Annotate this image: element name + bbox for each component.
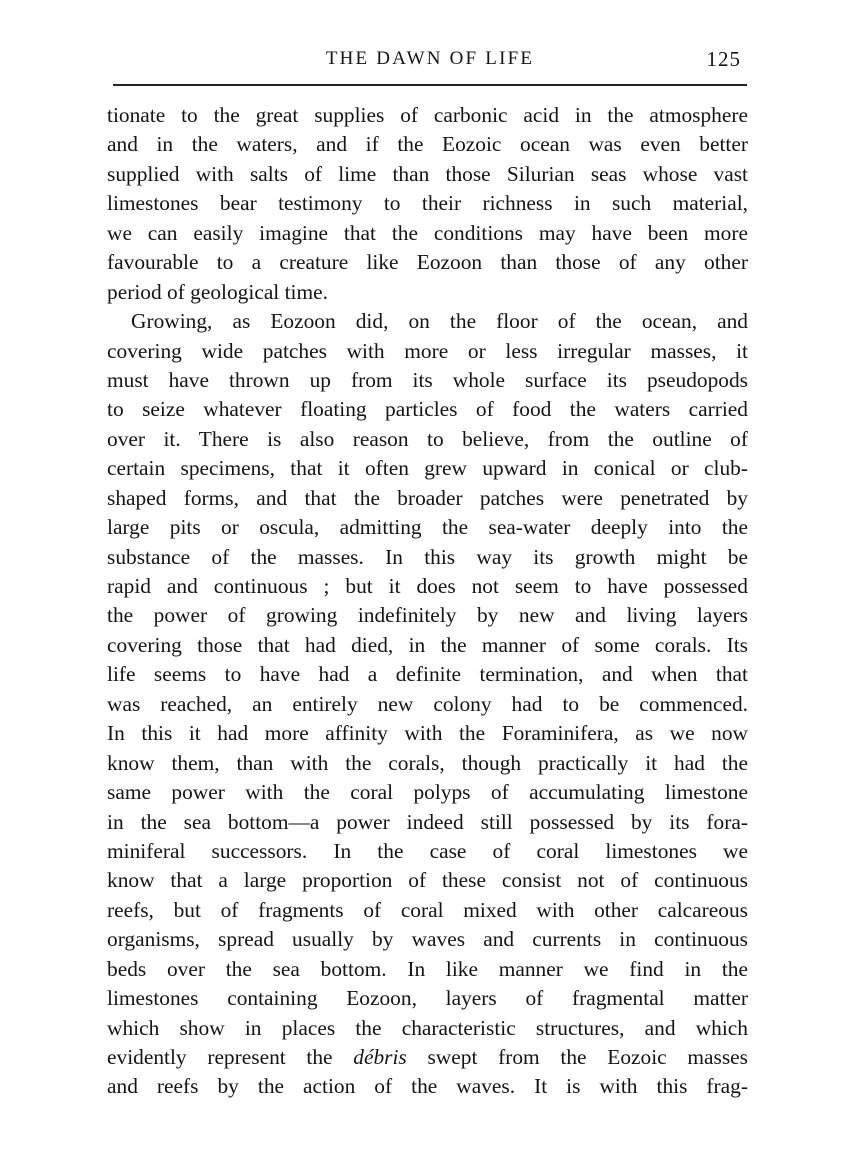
text-line: the power of growing indefinitely by new and living layers <box>107 603 748 628</box>
text-line: limestones bear testimony to their richness in such material, <box>107 191 748 216</box>
text-line: in the sea bottom—a power indeed still possessed by its fora- <box>107 809 748 834</box>
text-line: know that a large proportion of these consist not of continuous <box>107 868 748 893</box>
text-line: covering those that had died, in the manner of some corals. Its <box>107 632 748 657</box>
text-line: limestones containing Eozoon, layers of fragmental matter <box>107 986 748 1011</box>
text-line: and reefs by the action of the waves. It is with this frag- <box>107 1074 748 1099</box>
text-line: beds over the sea bottom. In like manner we find in the <box>107 956 748 981</box>
text-line: covering wide patches with more or less irregular masses, it <box>107 338 748 363</box>
text-line: period of geological time. <box>107 279 328 304</box>
text-segment: evidently represent the <box>107 1045 333 1069</box>
text-line: miniferal successors. In the case of coral limestones we <box>107 838 748 863</box>
text-line: over it. There is also reason to believe, from the outline of <box>107 426 748 451</box>
text-segment: swept from the Eozoic masses <box>427 1045 748 1069</box>
text-line-with-italic <box>107 1043 748 1072</box>
header-rule <box>113 84 747 86</box>
page-number: 125 <box>706 47 741 71</box>
text-line: organisms, spread usually by waves and currents in continuous <box>107 927 748 952</box>
running-title: THE DAWN OF LIFE <box>325 48 535 69</box>
text-line: supplied with salts of lime than those Silurian seas whose vast <box>107 161 748 186</box>
text-line: reefs, but of fragments of coral mixed with other calcareous <box>107 897 748 922</box>
text-line: same power with the coral polyps of accumulating limestone <box>107 780 748 805</box>
page-header <box>113 46 747 76</box>
text-line: certain specimens, that it often grew upward in conical or club- <box>107 456 748 481</box>
body-text <box>107 101 748 1102</box>
text-line: know them, than with the corals, though practically it had the <box>107 750 748 775</box>
text-line: large pits or oscula, admitting the sea-water deeply into the <box>107 515 748 540</box>
text-line: shaped forms, and that the broader patches were penetrated by <box>107 485 748 510</box>
paragraph-start-line: Growing, as Eozoon did, on the floor of the ocean, and <box>131 309 748 334</box>
text-line: which show in places the characteristic structures, and which <box>107 1015 748 1040</box>
text-line: favourable to a creature like Eozoon than those of any other <box>107 250 748 275</box>
text-line: rapid and continuous ; but it does not seem to have possessed <box>107 574 748 598</box>
text-line: we can easily imagine that the conditions may have been more <box>107 220 748 245</box>
text-line: tionate to the great supplies of carbonic acid in the atmosphere <box>107 103 748 127</box>
text-line: must have thrown up from its whole surface its pseudopods <box>107 367 748 392</box>
text-line: was reached, an entirely new colony had to be commenced. <box>107 691 748 716</box>
text-line: substance of the masses. In this way its growth might be <box>107 544 748 569</box>
text-line: life seems to have had a definite termination, and when that <box>107 662 748 687</box>
text-line: In this it had more affinity with the Foraminifera, as we now <box>107 721 748 746</box>
text-line: to seize whatever floating particles of food the waters carried <box>107 397 748 422</box>
text-line: and in the waters, and if the Eozoic ocean was even better <box>107 132 748 157</box>
italic-word: débris <box>353 1045 407 1069</box>
